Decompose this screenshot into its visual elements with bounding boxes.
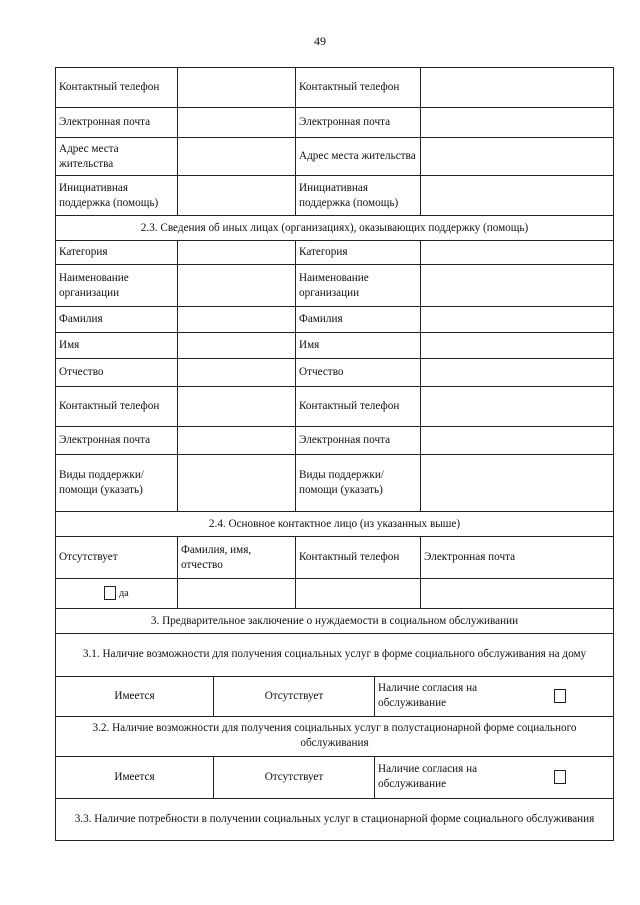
table-row xyxy=(56,359,614,387)
available-label: Имеется xyxy=(56,676,214,716)
label-cell: Фамилия xyxy=(296,307,421,333)
section-header-row xyxy=(56,716,614,756)
label-cell: Электронная почта xyxy=(296,108,421,138)
label-cell: Виды поддержки/помощи (указать) xyxy=(56,455,178,512)
table-row xyxy=(56,68,614,108)
section-3-2-title: 3.2. Наличие возможности для получения социальных услуг в полустационарной форме социального обслуживания xyxy=(56,716,614,756)
value-cell[interactable] xyxy=(421,68,614,108)
label-cell: Категория xyxy=(296,241,421,265)
table-row xyxy=(56,427,614,455)
value-cell[interactable] xyxy=(296,579,421,609)
table-row xyxy=(56,108,614,138)
section-3-title: 3. Предварительное заключение о нуждаемости в социальном обслуживании xyxy=(56,609,614,634)
absent-label: Отсутствует xyxy=(214,676,375,716)
label-cell: Контактный телефон xyxy=(296,68,421,108)
label-cell: Виды поддержки/помощи (указать) xyxy=(296,455,421,512)
table-row xyxy=(56,676,614,716)
value-cell[interactable] xyxy=(178,387,296,427)
table-row xyxy=(56,307,614,333)
value-cell[interactable] xyxy=(421,387,614,427)
table-row xyxy=(56,265,614,307)
form-document xyxy=(55,67,613,841)
value-cell[interactable] xyxy=(178,333,296,359)
value-cell[interactable] xyxy=(178,68,296,108)
col-phone-label: Контактный телефон xyxy=(296,537,421,579)
value-cell[interactable] xyxy=(421,333,614,359)
label-cell: Контактный телефон xyxy=(56,387,178,427)
value-cell[interactable] xyxy=(178,108,296,138)
table-row xyxy=(56,579,614,609)
value-cell[interactable] xyxy=(421,138,614,176)
consent-cell xyxy=(375,756,614,798)
value-cell[interactable] xyxy=(421,108,614,138)
value-cell[interactable] xyxy=(421,265,614,307)
consent-label: Наличие согласия на обслуживание xyxy=(378,763,478,790)
consent-checkbox[interactable] xyxy=(554,689,566,703)
value-cell[interactable] xyxy=(421,176,614,216)
value-cell[interactable] xyxy=(178,176,296,216)
value-cell[interactable] xyxy=(178,359,296,387)
value-cell[interactable] xyxy=(178,427,296,455)
label-cell: Инициативная поддержка (помощь) xyxy=(296,176,421,216)
label-cell: Отчество xyxy=(296,359,421,387)
col-email-label: Электронная почта xyxy=(421,537,614,579)
label-cell: Электронная почта xyxy=(56,108,178,138)
consent-checkbox[interactable] xyxy=(554,770,566,784)
section-2-4-title: 2.4. Основное контактное лицо (из указанных выше) xyxy=(56,512,614,537)
value-cell[interactable] xyxy=(178,307,296,333)
col-absent-label: Отсутствует xyxy=(56,537,178,579)
value-cell[interactable] xyxy=(178,265,296,307)
consent-label: Наличие согласия на обслуживание xyxy=(378,682,478,709)
section-3-table xyxy=(55,634,614,841)
available-label: Имеется xyxy=(56,756,214,798)
section-header-row xyxy=(56,512,614,537)
value-cell[interactable] xyxy=(421,241,614,265)
contacts-table xyxy=(55,67,614,634)
table-row xyxy=(56,537,614,579)
value-cell[interactable] xyxy=(178,579,296,609)
value-cell[interactable] xyxy=(178,241,296,265)
value-cell[interactable] xyxy=(421,455,614,512)
label-cell: Адрес места жительства xyxy=(296,138,421,176)
label-cell: Наименование организации xyxy=(56,265,178,307)
section-3-1-title: 3.1. Наличие возможности для получения социальных услуг в форме социального обслуживания на дому xyxy=(56,634,614,676)
page-number: 49 xyxy=(314,34,326,48)
value-cell[interactable] xyxy=(421,579,614,609)
col-name-label: Фамилия, имя, отчество xyxy=(178,537,296,579)
table-row xyxy=(56,387,614,427)
section-3-3-title: 3.3. Наличие потребности в получении социальных услуг в стационарной форме социального обслуживания xyxy=(56,798,614,840)
section-2-3-title: 2.3. Сведения об иных лицах (организациях), оказывающих поддержку (помощь) xyxy=(56,216,614,241)
yes-checkbox[interactable] xyxy=(104,586,116,600)
table-row xyxy=(56,756,614,798)
consent-cell xyxy=(375,676,614,716)
label-cell: Электронная почта xyxy=(296,427,421,455)
yes-checkbox-cell xyxy=(56,579,178,609)
table-row xyxy=(56,138,614,176)
table-row xyxy=(56,241,614,265)
label-cell: Имя xyxy=(296,333,421,359)
section-header-row xyxy=(56,216,614,241)
table-row xyxy=(56,455,614,512)
section-header-row xyxy=(56,609,614,634)
label-cell: Инициативная поддержка (помощь) xyxy=(56,176,178,216)
label-cell: Отчество xyxy=(56,359,178,387)
value-cell[interactable] xyxy=(178,455,296,512)
section-header-row xyxy=(56,798,614,840)
label-cell: Контактный телефон xyxy=(56,68,178,108)
value-cell[interactable] xyxy=(421,307,614,333)
section-header-row xyxy=(56,634,614,676)
yes-label: да xyxy=(119,588,129,599)
label-cell: Фамилия xyxy=(56,307,178,333)
label-cell: Наименование организации xyxy=(296,265,421,307)
table-row xyxy=(56,176,614,216)
table-row xyxy=(56,333,614,359)
label-cell: Электронная почта xyxy=(56,427,178,455)
label-cell: Контактный телефон xyxy=(296,387,421,427)
value-cell[interactable] xyxy=(178,138,296,176)
label-cell: Имя xyxy=(56,333,178,359)
label-cell: Категория xyxy=(56,241,178,265)
absent-label: Отсутствует xyxy=(214,756,375,798)
value-cell[interactable] xyxy=(421,359,614,387)
value-cell[interactable] xyxy=(421,427,614,455)
label-cell: Адрес места жительства xyxy=(56,138,178,176)
